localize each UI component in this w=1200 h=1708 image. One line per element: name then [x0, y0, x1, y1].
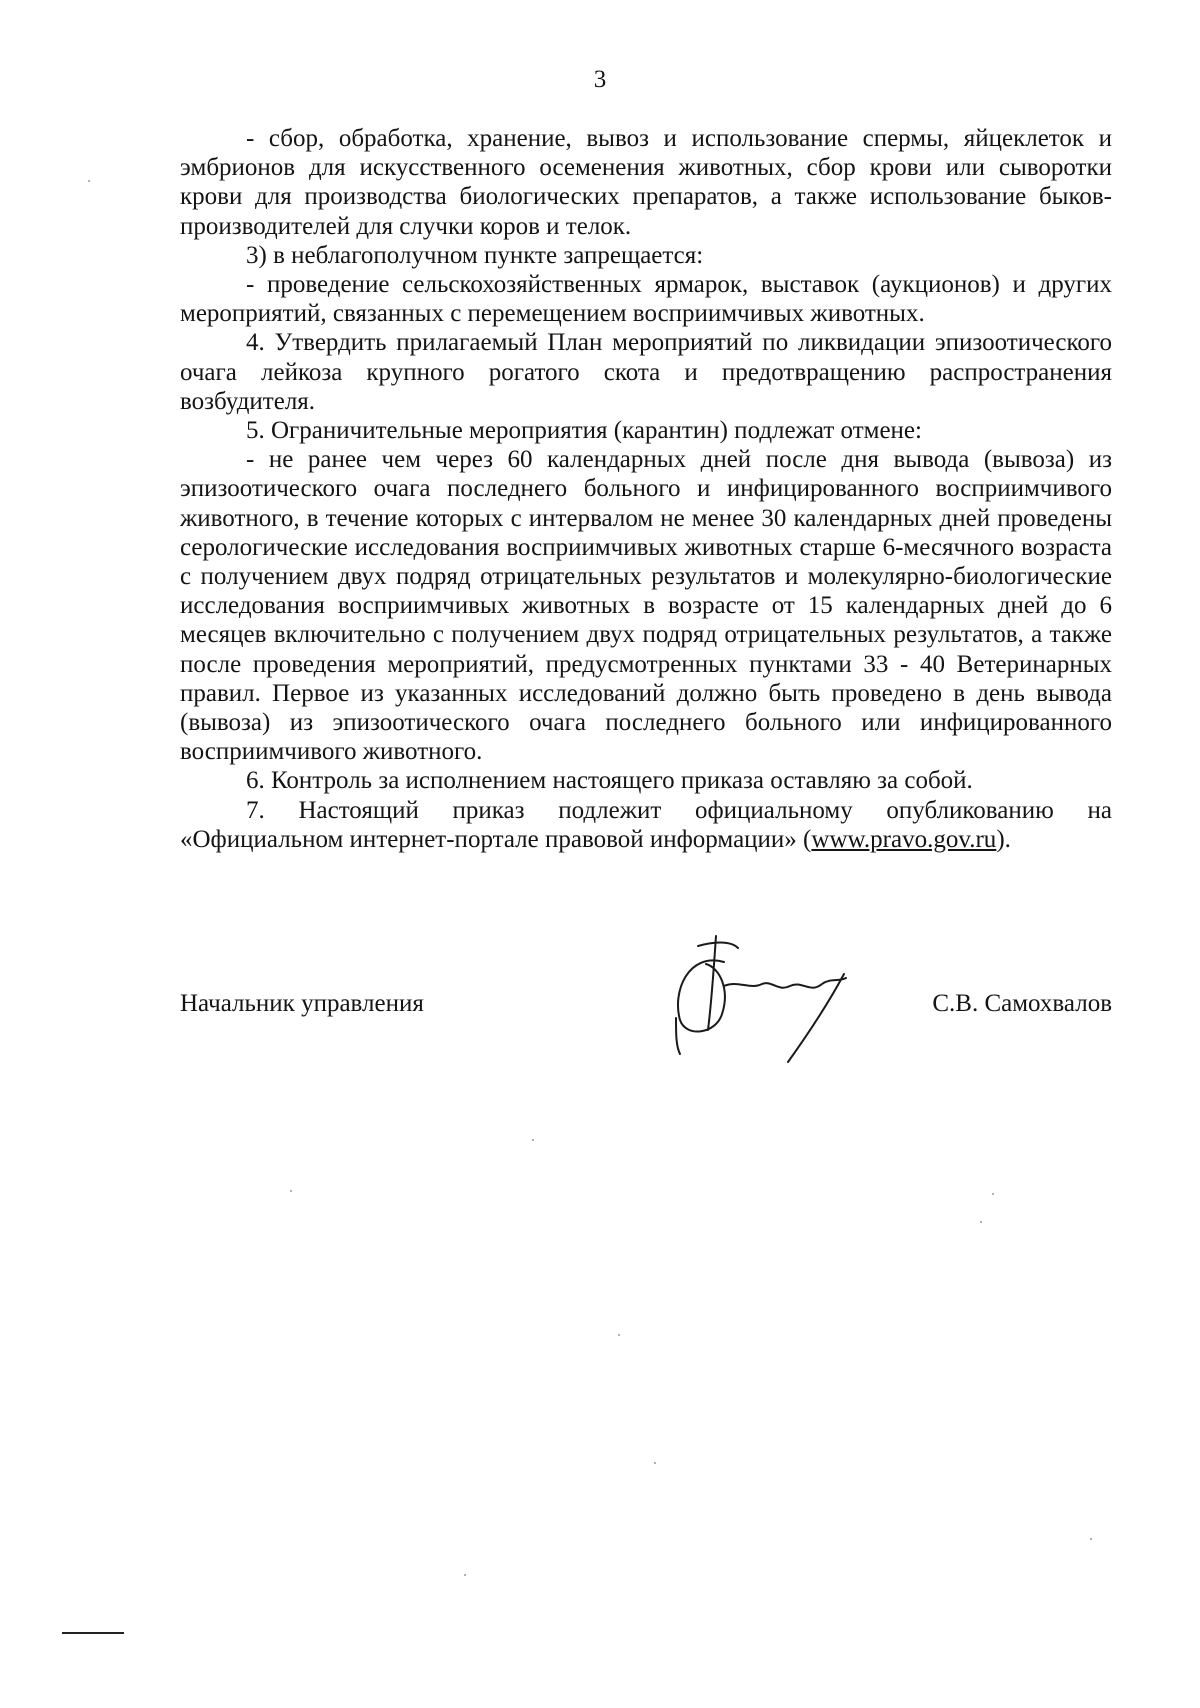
paragraph-collection-ban: - сбор, обработка, хранение, вывоз и использование спермы, яйцеклеток и эмбрионов для искусственного осеменения животных, сбор крови или сыворотки крови для производства биологических препаратов, а также использование быков-производителей для случки коров и телок. — [180, 125, 1112, 240]
scan-speck — [464, 1574, 466, 1576]
handwritten-signature — [668, 934, 868, 1066]
paragraph-control: 6. Контроль за исполнением настоящего приказа оставляю за собой. — [246, 767, 973, 795]
page-number: 3 — [593, 66, 607, 93]
paragraph-fairs-ban: - проведение сельскохозяйственных ярмарок, выставок (аукционов) и других мероприятий, связанных с перемещением восприимчивых животных. — [180, 271, 1112, 328]
publication-text: 7. Настоящий приказ подлежит официальному опубликованию на «Официальном интернет-портале правовой информации» ( — [180, 796, 1112, 853]
paragraph-unfavorable-point: 3) в неблагополучном пункте запрещается: — [246, 241, 704, 269]
scan-speck — [618, 1334, 620, 1336]
scan-speck — [290, 1190, 292, 1192]
pravo-link[interactable]: www.pravo.gov.ru — [811, 825, 997, 853]
paragraph-cancel-conditions: - не ранее чем через 60 календарных дней после дня вывода (вывоза) из эпизоотического очага последнего больного и инфицированного восприимчивого животного, в течение которых с интервалом не менее 30 календарных дней проведены серологические исследования восприимчивых животных старше 6-месячного возраста с получением двух подряд отрицательных результатов и молекулярно-биологические исследования восприимчивых животных в возрасте от 15 календарных дней до 6 месяцев включительно с получением двух подряд отрицательных результатов, а также после проведения мероприятий, предусмотренных пунктами 33 - 40 Ветеринарных правил. Первое из указанных исследований должно быть проведено в день вывода (вывоза) из эпизоотического очага последнего больного или инфицированного восприимчивого животного. — [180, 446, 1112, 766]
scan-speck — [654, 1462, 656, 1464]
publication-suffix: ). — [996, 825, 1011, 853]
paragraph-approve-plan: 4. Утвердить прилагаемый План мероприятий по ликвидации эпизоотического очага лейкоза крупного рогатого скота и предотвращению распространения возбудителя. — [180, 329, 1112, 415]
scan-speck — [992, 1193, 994, 1195]
scan-speck — [980, 1221, 982, 1223]
scan-edge-mark — [62, 1632, 124, 1634]
signatory-title: Начальник управления — [180, 990, 424, 1017]
paragraph-publication — [180, 796, 1112, 854]
scan-speck — [1090, 1538, 1092, 1540]
paragraph-quarantine-cancel: 5. Ограничительные мероприятия (карантин) подлежат отмене: — [246, 417, 922, 445]
scan-speck — [532, 1139, 534, 1141]
signatory-name: С.В. Самохвалов — [932, 990, 1112, 1017]
scan-speck — [88, 180, 90, 182]
document-body — [180, 124, 1112, 854]
